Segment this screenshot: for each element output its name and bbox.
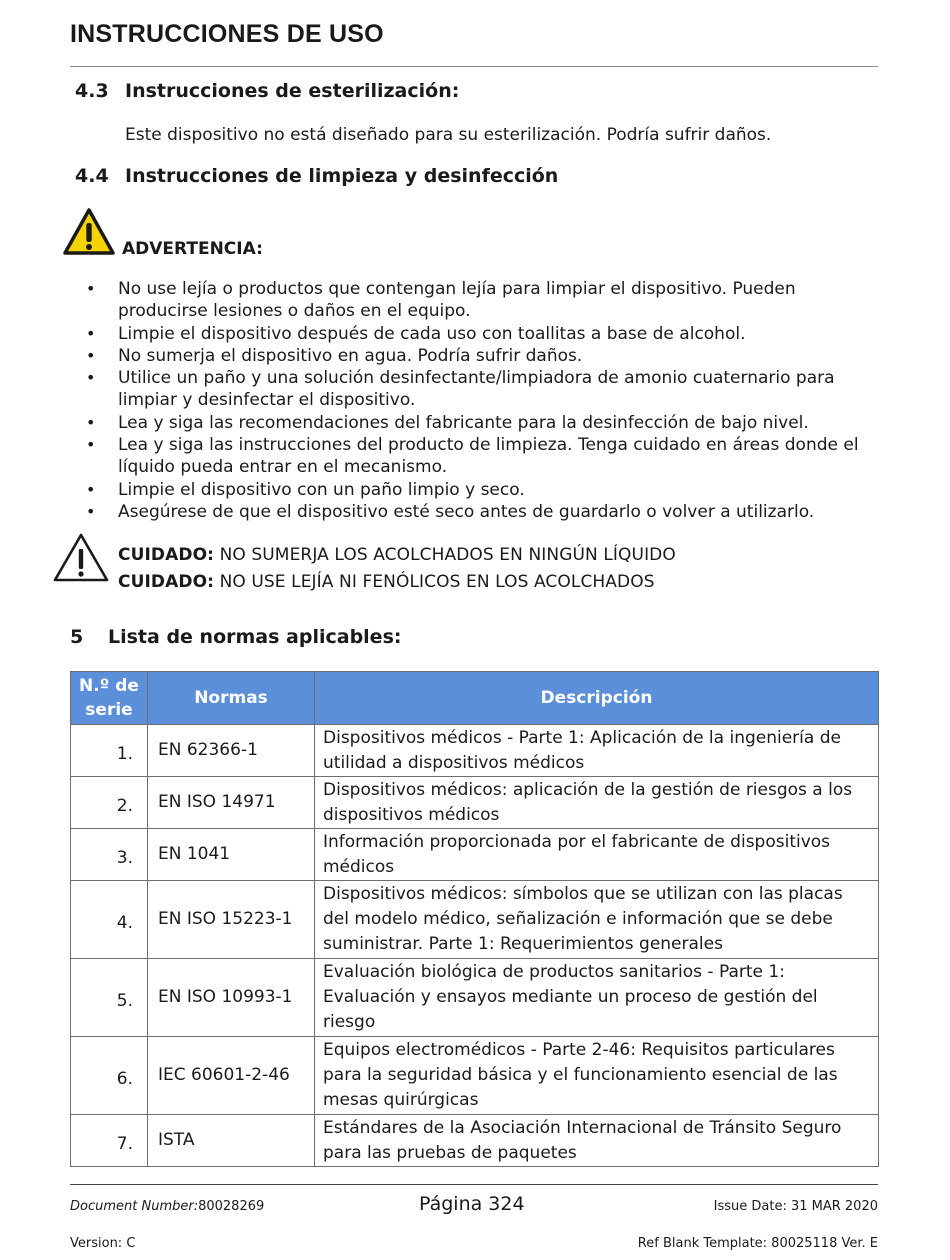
- section-title: Instrucciones de esterilización:: [125, 80, 460, 102]
- list-item: • Asegúrese de que el dispositivo esté seco antes de guardarlo o volver a utilizarlo.: [71, 501, 871, 523]
- header-standards: Normas: [148, 672, 315, 725]
- list-item: • Limpie el dispositivo con un paño limpio y seco.: [71, 479, 871, 501]
- document-number-label: Document Number:: [70, 1199, 199, 1214]
- table-row: [71, 1115, 879, 1167]
- row-standard: EN 62366-1: [148, 725, 315, 777]
- table-row: [71, 1037, 879, 1115]
- row-description: Dispositivos médicos: símbolos que se utilizan con las placas del modelo médico, señalización e información que se debe suministrar. Parte 1: Requerimientos generales: [315, 881, 879, 959]
- caution-label: CUIDADO:: [118, 545, 215, 565]
- row-number: 6.: [71, 1037, 148, 1115]
- document-number: [70, 1199, 264, 1214]
- list-item: • Lea y siga las instrucciones del producto de limpieza. Tenga cuidado en áreas donde el líquido pueda entrar en el mecanismo.: [71, 434, 871, 479]
- row-standard: ISTA: [148, 1115, 315, 1167]
- row-standard: EN 1041: [148, 829, 315, 881]
- row-number: 2.: [71, 777, 148, 829]
- row-description: Estándares de la Asociación Internacional de Tránsito Seguro para las pruebas de paquetes: [315, 1115, 879, 1167]
- row-standard: EN ISO 14971: [148, 777, 315, 829]
- list-item: • No use lejía o productos que contengan lejía para limpiar el dispositivo. Pueden producirse lesiones o daños en el equipo.: [71, 278, 871, 323]
- caution-text: NO SUMERJA LOS ACOLCHADOS EN NINGÚN LÍQUIDO: [219, 545, 676, 565]
- header-serial-number: N.º de serie: [71, 672, 148, 725]
- caution-text: NO USE LEJÍA NI FENÓLICOS EN LOS ACOLCHADOS: [219, 572, 655, 592]
- row-number: 1.: [71, 725, 148, 777]
- page-number: Página 324: [419, 1193, 525, 1215]
- sterilization-text: Este dispositivo no está diseñado para su esterilización. Podría sufrir daños.: [125, 125, 772, 145]
- caution-label: CUIDADO:: [118, 572, 215, 592]
- header-description: Descripción: [315, 672, 879, 725]
- row-description: Evaluación biológica de productos sanitarios - Parte 1: Evaluación y ensayos mediante un proceso de gestión del riesgo: [315, 959, 879, 1037]
- row-description: Dispositivos médicos: aplicación de la gestión de riesgos a los dispositivos médicos: [315, 777, 879, 829]
- list-item: • Utilice un paño y una solución desinfectante/limpiadora de amonio cuaternario para limpiar y desinfectar el dispositivo.: [71, 367, 871, 412]
- footer-divider: [70, 1184, 878, 1185]
- section-number: 5: [70, 626, 84, 648]
- section-title: Instrucciones de limpieza y desinfección: [125, 165, 559, 187]
- version: Version: C: [70, 1236, 136, 1251]
- row-description: Equipos electromédicos - Parte 2-46: Requisitos particulares para la seguridad básica y el funcionamiento esencial de las mesas quirúrgicas: [315, 1037, 879, 1115]
- caution-line: [118, 545, 676, 565]
- row-description: Información proporcionada por el fabricante de dispositivos médicos: [315, 829, 879, 881]
- caution-line: [118, 572, 655, 592]
- row-standard: EN ISO 15223-1: [148, 881, 315, 959]
- document-number-value: 80028269: [198, 1199, 265, 1214]
- table-row: [71, 777, 879, 829]
- list-item: • Lea y siga las recomendaciones del fabricante para la desinfección de bajo nivel.: [71, 412, 871, 434]
- table-row: [71, 725, 879, 777]
- header-divider: [70, 66, 878, 67]
- issue-date: Issue Date: 31 MAR 2020: [713, 1199, 878, 1214]
- section-title: Lista de normas aplicables:: [108, 626, 402, 648]
- standards-table: [70, 671, 879, 1167]
- list-item: • No sumerja el dispositivo en agua. Podría sufrir daños.: [71, 345, 871, 367]
- table-header-row: [71, 672, 879, 725]
- document-title: INSTRUCCIONES DE USO: [70, 20, 384, 48]
- row-standard: IEC 60601-2-46: [148, 1037, 315, 1115]
- warning-triangle-icon: [62, 207, 116, 257]
- row-number: 5.: [71, 959, 148, 1037]
- table-row: [71, 881, 879, 959]
- list-item: • Limpie el dispositivo después de cada uso con toallitas a base de alcohol.: [71, 323, 871, 345]
- caution-triangle-icon: [52, 532, 110, 584]
- table-row: [71, 959, 879, 1037]
- warning-label: ADVERTENCIA:: [122, 239, 263, 259]
- section-number: 4.3: [75, 80, 109, 102]
- table-row: [71, 829, 879, 881]
- template-reference: Ref Blank Template: 80025118 Ver. E: [637, 1236, 878, 1251]
- row-standard: EN ISO 10993-1: [148, 959, 315, 1037]
- cleaning-warning-list: [71, 278, 871, 523]
- row-number: 4.: [71, 881, 148, 959]
- section-number: 4.4: [75, 165, 109, 187]
- row-number: 7.: [71, 1115, 148, 1167]
- row-description: Dispositivos médicos - Parte 1: Aplicación de la ingeniería de utilidad a dispositivos médicos: [315, 725, 879, 777]
- row-number: 3.: [71, 829, 148, 881]
